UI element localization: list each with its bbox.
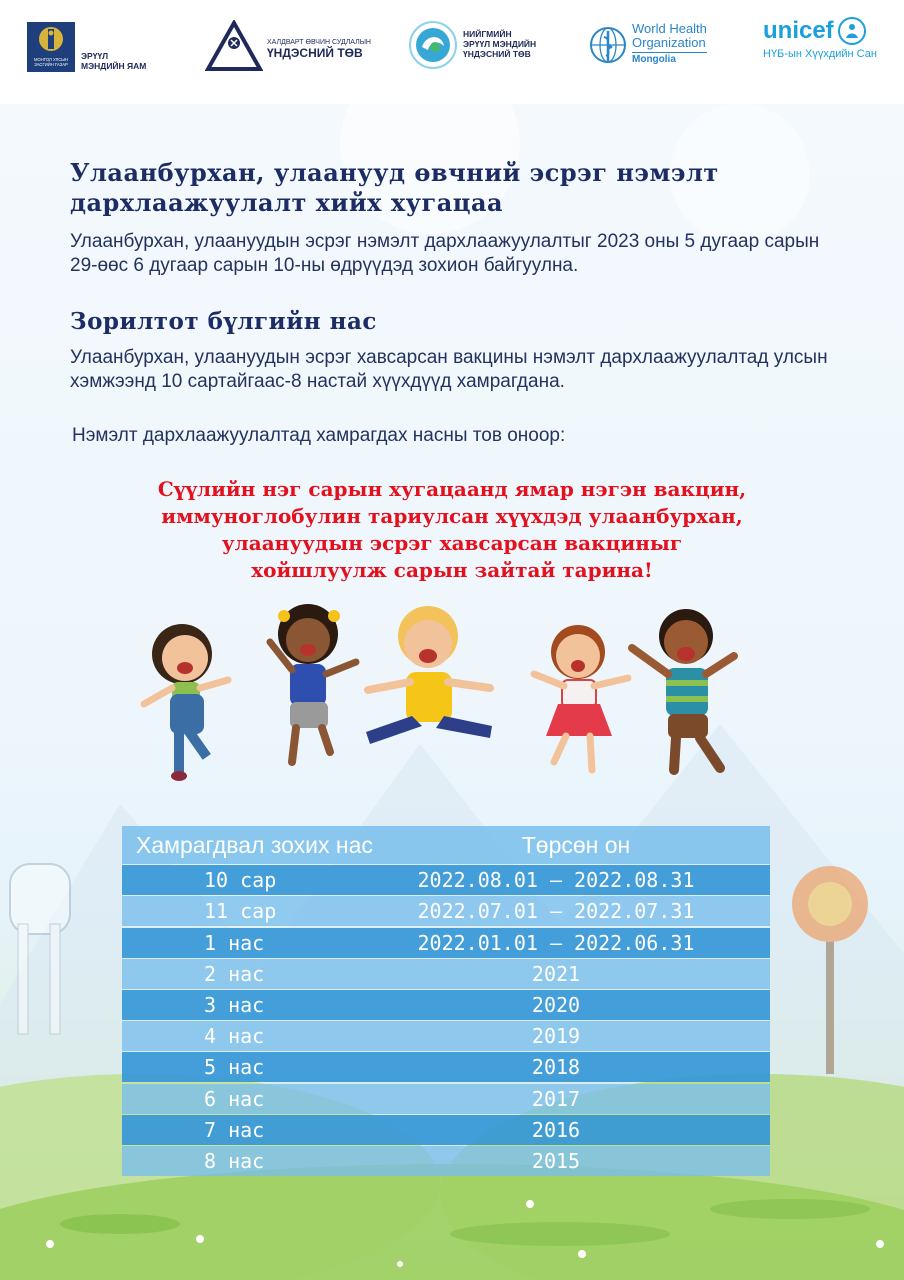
unicef-sub: НҮБ-ын Хүүхдийн Сан: [763, 48, 877, 60]
who-logo: [588, 22, 707, 67]
public-health-center-logo: [408, 20, 536, 70]
table-header-row: [122, 826, 770, 864]
kid-illustration-2: [270, 604, 356, 762]
swirl-circle-icon: [408, 20, 458, 70]
schedule-line1: Улаанбурхан, улаануудын эсрэг нэмэлт дархлаажуулалтыг 2023 оны 5 дугаар сарын: [70, 231, 820, 252]
table-row: [122, 1146, 770, 1176]
table-row: [122, 1052, 770, 1082]
triangle-medical-icon: [205, 20, 263, 72]
age-cell: 7 нас: [204, 1117, 265, 1142]
kid-illustration-3: [366, 606, 492, 744]
birth-cell: 2018: [531, 1055, 581, 1080]
birth-cell: 2022.07.01 – 2022.07.31: [417, 899, 695, 924]
postpone-warning: [40, 476, 864, 584]
logo3-line3: ҮНДЭСНИЙ ТӨВ: [463, 48, 531, 59]
target-group-paragraph: [70, 346, 850, 394]
main-title-line1: Улаанбурхан, улаанууд өвчний эсрэг нэмэлт: [70, 158, 719, 187]
who-emblem-icon: [588, 25, 628, 65]
birth-cell: 2019: [531, 1024, 581, 1049]
warning-line1: Сүүлийн нэг сарын хугацаанд ямар нэгэн вакцин,: [157, 477, 747, 501]
logo1-name-line1: ЭРҮҮЛ: [81, 51, 109, 62]
warning-line4: хойшлуулж сарын зайтай тарина!: [251, 558, 653, 582]
warning-line2: иммуноглобулин тариулсан хүүхдэд улаанбурхан,: [161, 504, 743, 528]
birth-cell: 2022.01.01 – 2022.06.31: [417, 930, 695, 955]
schedule-paragraph: [70, 230, 850, 278]
kid-illustration-1: [144, 624, 228, 781]
kid-illustration-5: [632, 609, 734, 770]
who-sub: Mongolia: [632, 54, 676, 65]
unicef-emblem-icon: [837, 16, 867, 46]
target-group-title: Зорилтот бүлгийн нас: [70, 308, 377, 335]
jumping-kids-illustration: [130, 594, 770, 794]
table-row: [122, 928, 770, 958]
who-line2: Organization: [632, 36, 707, 53]
kid-illustration-4: [534, 625, 628, 770]
age-birth-table: [122, 826, 770, 1177]
header-logo-bar: [0, 0, 904, 104]
age-schedule-intro: Нэмэлт дархлаажуулалтад хамрагдах насны тов оноор:: [72, 425, 566, 446]
logo1-name-line2: МЭНДИЙН ЯАМ: [81, 61, 147, 71]
age-cell: 2 нас: [204, 961, 265, 986]
schedule-line2: 29-өөс 6 дугаар сарын 10-ны өдрүүдэд зохион байгуулна.: [70, 255, 579, 276]
age-cell: 8 нас: [204, 1148, 265, 1173]
table-row: [122, 1084, 770, 1114]
main-title-line2: дархлаажуулалт хийх хугацаа: [70, 188, 504, 217]
logo2-line1: ХАЛДВАРТ ӨВЧИН СУДЛАЛЫН: [267, 39, 371, 47]
table-row: [122, 1115, 770, 1145]
nccd-logo: [205, 20, 371, 72]
birth-cell: 2017: [531, 1086, 581, 1111]
ministry-of-health-logo: [27, 22, 146, 72]
birth-cell: 2015: [531, 1148, 581, 1173]
logo1-line1: МОНГОЛ УЛСЫН: [34, 57, 68, 62]
header-birth-year: Төрсөн он: [521, 831, 631, 858]
age-cell: 6 нас: [204, 1086, 265, 1111]
age-cell: 3 нас: [204, 992, 265, 1017]
logo1-line2: ЗАСГИЙН ГАЗАР: [34, 62, 68, 67]
header-age: Хамрагдвал зохих нас: [136, 831, 373, 858]
unicef-logo: [763, 16, 877, 60]
birth-cell: 2022.08.01 – 2022.08.31: [417, 868, 695, 893]
table-row: [122, 1021, 770, 1051]
age-cell: 4 нас: [204, 1024, 265, 1049]
birth-cell: 2020: [531, 992, 581, 1017]
birth-cell: 2016: [531, 1117, 581, 1142]
warning-line3: улаануудын эсрэг хавсарсан вакциныг: [221, 531, 683, 555]
target-line1: Улаанбурхан, улаануудын эсрэг хавсарсан вакцины нэмэлт дархлаажуулалтад улсын: [70, 347, 828, 368]
birth-cell: 2021: [531, 961, 581, 986]
unicef-name: unicef: [763, 17, 834, 44]
table-row: [122, 959, 770, 989]
target-line2: хэмжээнд 10 сартайгаас-8 настай хүүхдүүд хамрагдана.: [70, 371, 565, 392]
age-cell: 1 нас: [204, 930, 265, 955]
who-line1: World Health: [632, 21, 707, 36]
main-title: [70, 158, 850, 218]
age-cell: 10 сар: [204, 868, 277, 893]
age-cell: 5 нас: [204, 1055, 265, 1080]
table-row: [122, 865, 770, 895]
poster: [0, 104, 904, 1280]
logo3-line1: НИЙГМИЙН: [463, 29, 512, 40]
mongolia-emblem-icon: [27, 22, 75, 72]
logo2-line2: ҮНДЭСНИЙ ТӨВ: [267, 46, 363, 61]
table-row: [122, 990, 770, 1020]
table-row: [122, 896, 770, 926]
age-cell: 11 сар: [204, 899, 277, 924]
logo3-line2: ЭРҮҮЛ МЭНДИЙН: [463, 39, 537, 50]
